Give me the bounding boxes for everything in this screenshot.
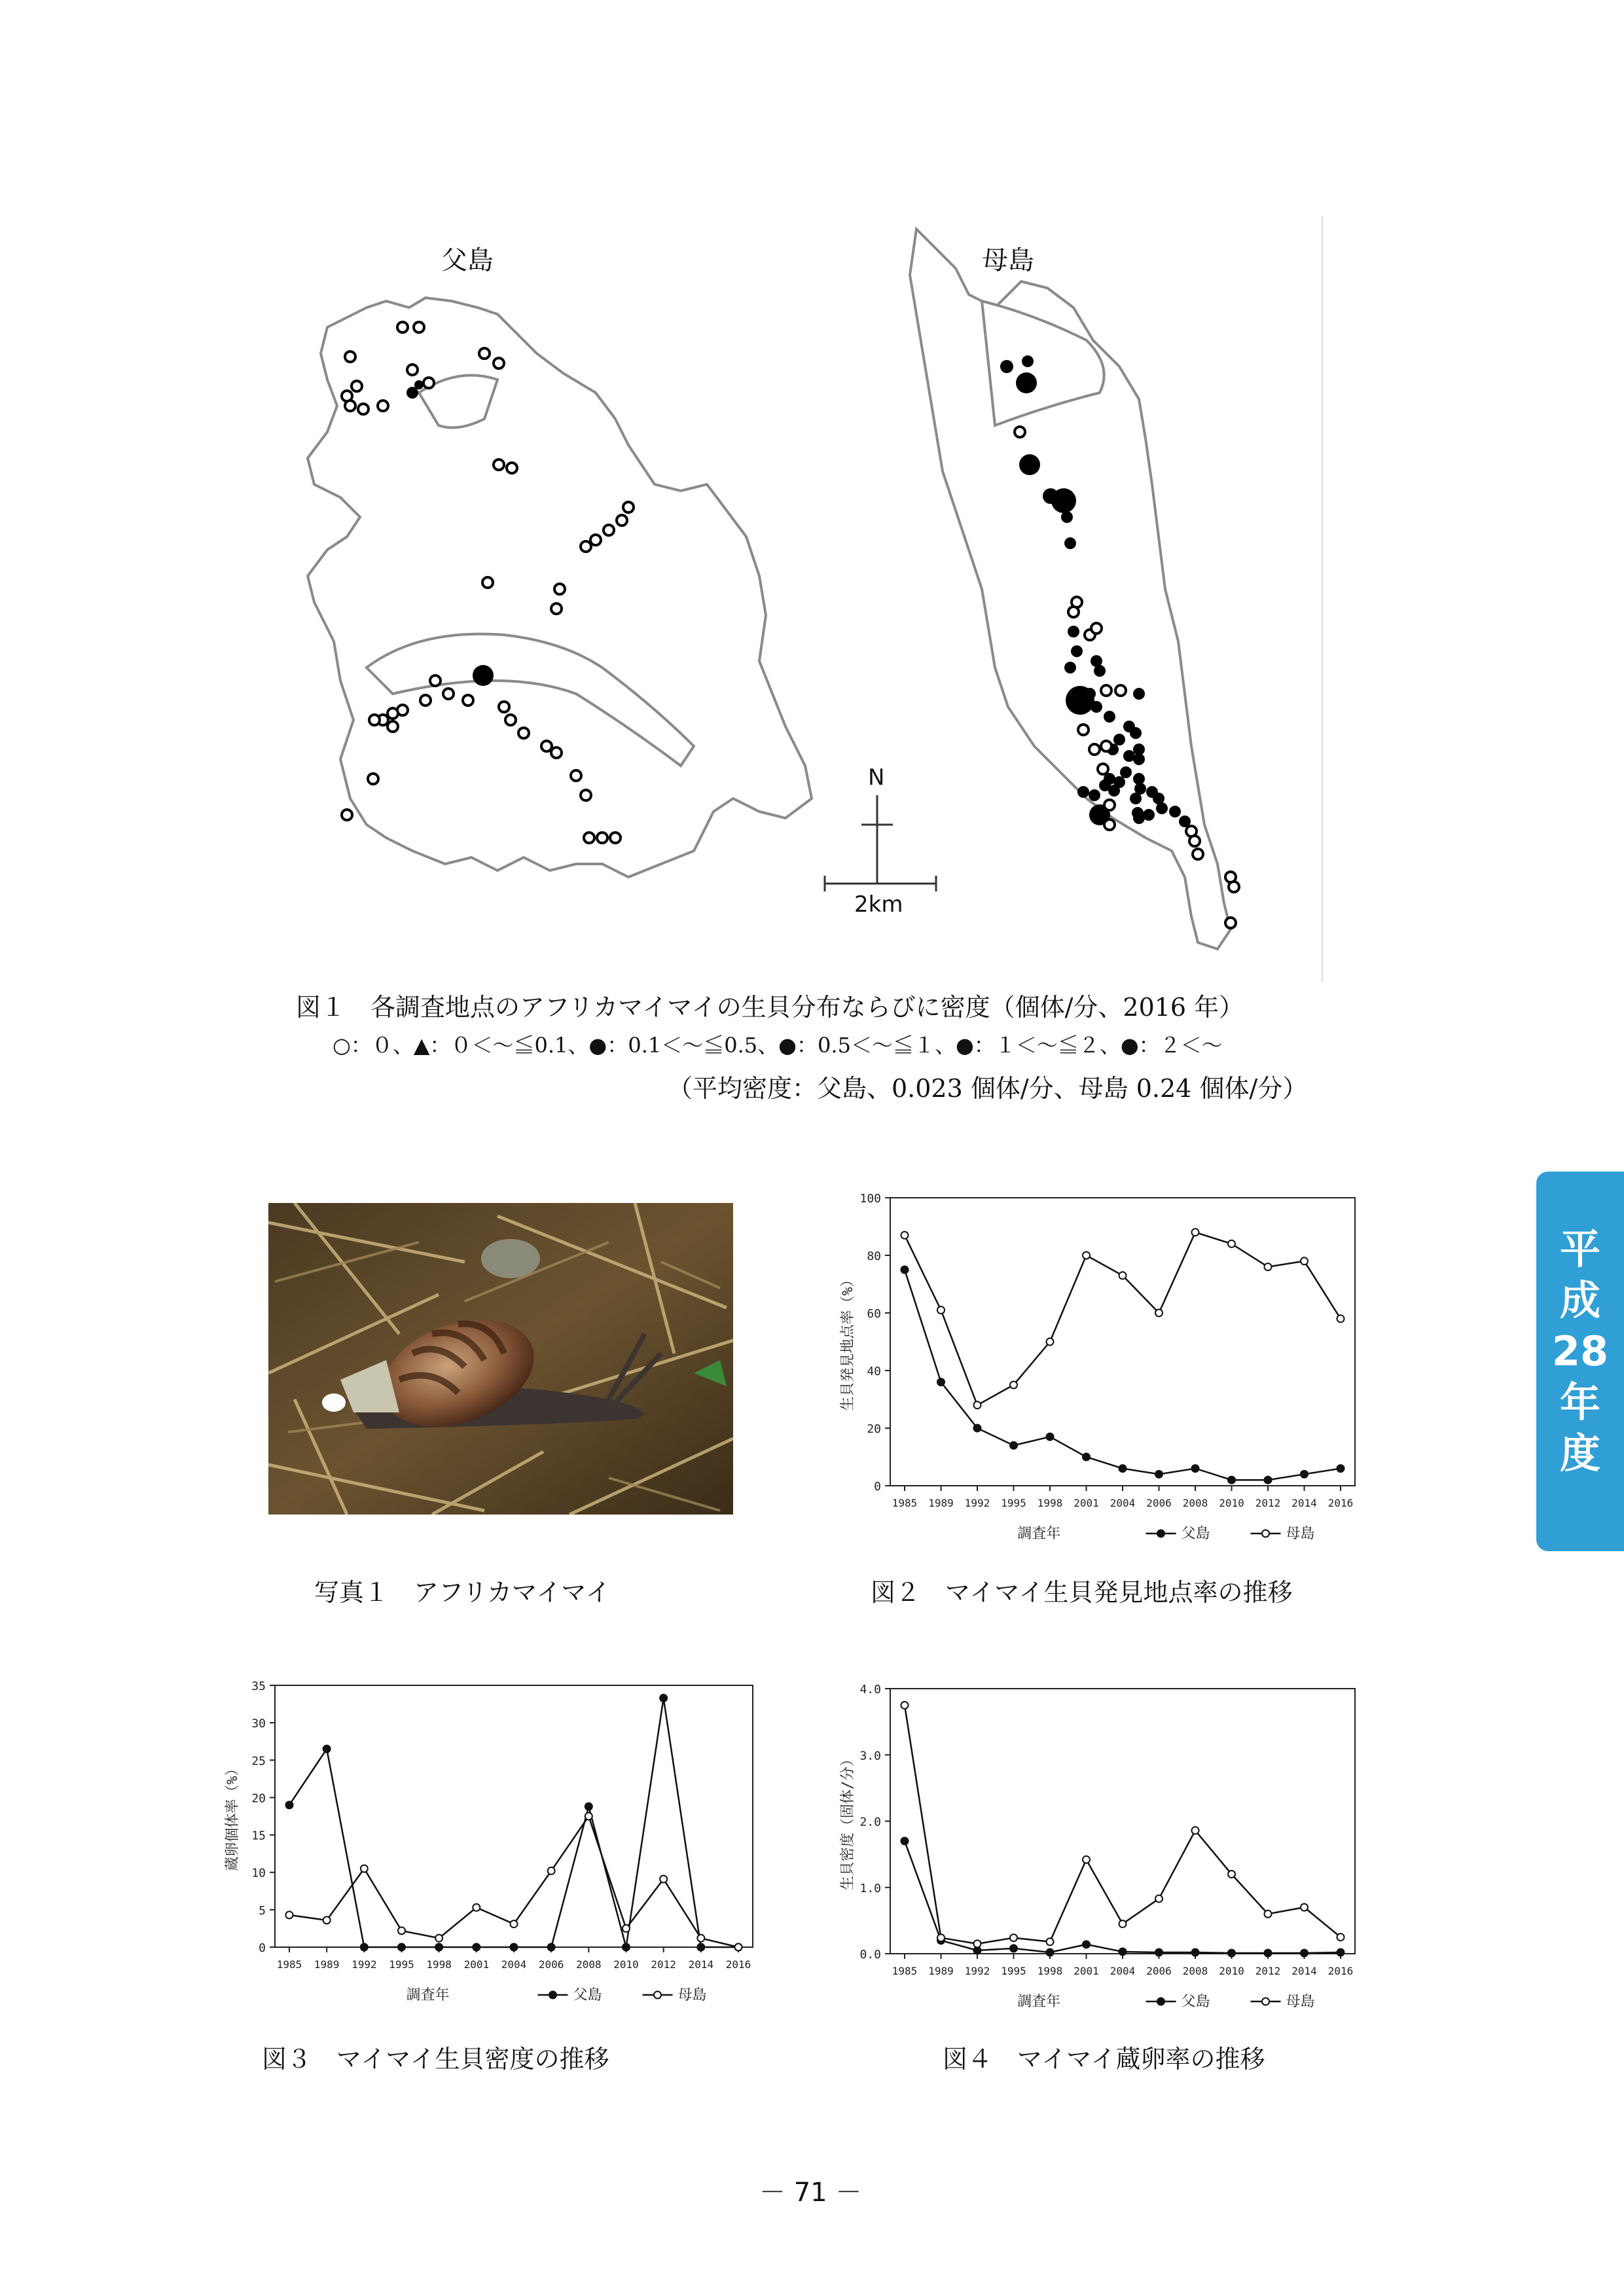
data-point-chichijima: [1155, 1948, 1163, 1956]
x-tick-label: 1995: [389, 1958, 414, 1971]
y-tick-label: 0.0: [859, 1948, 881, 1962]
data-point-hahajima: [1301, 1257, 1308, 1265]
side-tab-char: 成: [1559, 1276, 1600, 1324]
year-side-tab: [1536, 1172, 1624, 1551]
x-tick-label: 1989: [314, 1958, 340, 1971]
data-point-chichijima: [1265, 1477, 1272, 1484]
figure1-caption: 図１ 各調査地点のアフリカマイマイの生貝分布ならびに密度（個体/分、2016 年）: [296, 993, 1244, 1022]
data-point-hahajima: [1265, 1263, 1272, 1270]
x-tick-label: 2008: [576, 1958, 602, 1971]
legend-marker: [1262, 1530, 1269, 1537]
data-point-hahajima: [901, 1232, 909, 1239]
data-point-hahajima: [1047, 1338, 1054, 1346]
figure1-legend: ○：０、▲：０＜～≦0.1、●：0.1＜～≦0.5、●：0.5＜～≦１、●：１＜～≦２、●：２＜～: [333, 1033, 1223, 1058]
series-line-chichijima: [289, 1698, 738, 1947]
x-tick-label: 1998: [1037, 1965, 1063, 1977]
legend-label: 父島: [1181, 1526, 1210, 1542]
data-point-hahajima: [1337, 1315, 1344, 1322]
data-point-chichijima: [1192, 1948, 1199, 1956]
data-point-hahajima: [473, 1904, 480, 1911]
figure4-caption: 図４ マイマイ蔵卵率の推移: [943, 2045, 1265, 2073]
legend-marker: [654, 1992, 661, 1999]
series-line-chichijima: [905, 1270, 1341, 1480]
figure2-chart: [831, 1185, 1420, 1564]
data-point-chichijima: [585, 1803, 592, 1810]
x-tick-label: 1995: [1001, 1497, 1026, 1509]
legend-label: 母島: [677, 1987, 707, 2003]
x-tick-label: 2001: [1074, 1965, 1099, 1977]
data-point-chichijima: [623, 1944, 630, 1951]
data-point-hahajima: [1083, 1856, 1090, 1863]
data-point-hahajima: [901, 1702, 909, 1709]
data-point-chichijima: [1010, 1442, 1017, 1449]
data-point-hahajima: [937, 1306, 945, 1314]
y-tick-label: 1.0: [859, 1881, 881, 1895]
snail-photo: [268, 1203, 733, 1515]
legend-label: 母島: [1286, 1526, 1315, 1542]
page-number: － 71 －: [759, 2178, 862, 2208]
x-tick-label: 1989: [928, 1965, 954, 1977]
data-point-chichijima: [1265, 1949, 1272, 1956]
data-point-hahajima: [1228, 1871, 1235, 1878]
series-line-hahajima: [905, 1232, 1341, 1405]
data-point-hahajima: [697, 1935, 704, 1942]
data-point-hahajima: [1228, 1240, 1235, 1247]
x-tick-label: 1998: [426, 1958, 452, 1971]
north-label: N: [868, 764, 885, 791]
data-point-hahajima: [511, 1920, 518, 1928]
x-tick-label: 2006: [538, 1958, 564, 1971]
data-point-hahajima: [1047, 1938, 1054, 1945]
y-tick-label: 5: [259, 1903, 266, 1918]
x-tick-label: 1998: [1037, 1497, 1063, 1509]
data-point-hahajima: [974, 1401, 981, 1408]
data-point-hahajima: [1119, 1920, 1127, 1928]
data-point-chichijima: [901, 1837, 909, 1844]
data-point-hahajima: [735, 1944, 742, 1951]
x-tick-label: 2006: [1146, 1497, 1172, 1509]
photo1-caption: 写真１ アフリカマイマイ: [314, 1578, 611, 1607]
legend-label: 母島: [1286, 1994, 1315, 2010]
figure1-average: （平均密度：父島、0.023 個体/分、母島 0.24 個体/分）: [668, 1074, 1308, 1103]
data-point-hahajima: [548, 1867, 555, 1874]
data-point-hahajima: [1337, 1933, 1344, 1941]
x-tick-label: 2016: [1327, 1965, 1354, 1977]
x-tick-label: 2014: [688, 1958, 714, 1971]
series-line-hahajima: [905, 1705, 1341, 1944]
x-tick-label: 1992: [964, 1497, 990, 1509]
data-point-hahajima: [660, 1876, 667, 1883]
data-point-chichijima: [1337, 1948, 1344, 1956]
x-tick-label: 2001: [463, 1958, 490, 1971]
x-tick-label: 2012: [651, 1958, 676, 1971]
data-point-chichijima: [1047, 1948, 1054, 1956]
y-tick-label: 20: [251, 1791, 266, 1806]
figure2-caption: 図２ マイマイ生貝発見地点率の推移: [871, 1578, 1293, 1607]
y-tick-label: 100: [859, 1192, 881, 1206]
data-point-hahajima: [1155, 1895, 1163, 1902]
x-tick-label: 1989: [928, 1497, 954, 1509]
legend-label: 父島: [573, 1987, 602, 2003]
x-tick-label: 1985: [892, 1497, 918, 1509]
y-tick-label: 0: [259, 1941, 266, 1955]
legend-marker: [1262, 1998, 1269, 2005]
side-tab-char: 28: [1551, 1327, 1609, 1375]
data-point-chichijima: [1192, 1465, 1199, 1472]
data-point-hahajima: [361, 1865, 368, 1873]
y-tick-label: 20: [867, 1422, 881, 1436]
y-tick-label: 60: [867, 1307, 881, 1321]
x-tick-label: 2004: [501, 1958, 527, 1971]
data-point-chichijima: [1228, 1949, 1235, 1956]
data-point-hahajima: [623, 1925, 630, 1932]
data-point-hahajima: [286, 1911, 293, 1918]
data-point-chichijima: [511, 1944, 518, 1951]
y-tick-label: 0: [874, 1480, 881, 1494]
x-tick-label: 2008: [1182, 1497, 1208, 1509]
series-line-chichijima: [905, 1841, 1341, 1953]
data-point-chichijima: [1228, 1477, 1235, 1484]
hahajima-filled-points: [1000, 355, 1191, 827]
y-tick-label: 3.0: [859, 1749, 881, 1763]
x-tick-label: 2014: [1291, 1497, 1317, 1509]
data-point-chichijima: [901, 1266, 909, 1274]
north-arrow: [861, 795, 893, 884]
data-point-hahajima: [937, 1934, 945, 1941]
data-point-chichijima: [473, 1944, 480, 1951]
figure4-chart: [831, 1676, 1420, 2029]
plot-frame: [890, 1198, 1355, 1486]
data-point-hahajima: [974, 1940, 981, 1947]
x-tick-label: 1992: [352, 1958, 377, 1971]
x-tick-label: 1985: [892, 1965, 918, 1977]
y-tick-label: 4.0: [859, 1683, 881, 1696]
legend-label: 父島: [1181, 1994, 1210, 2010]
y-tick-label: 35: [251, 1679, 266, 1693]
y-tick-label: 25: [251, 1754, 266, 1768]
data-point-chichijima: [1010, 1945, 1017, 1952]
x-tick-label: 2004: [1110, 1965, 1136, 1977]
side-tab-char: 度: [1559, 1429, 1600, 1477]
side-tab-char: 平: [1559, 1225, 1600, 1273]
data-point-hahajima: [1010, 1934, 1017, 1941]
data-point-hahajima: [1119, 1272, 1127, 1279]
data-point-chichijima: [398, 1944, 405, 1951]
data-point-hahajima: [585, 1813, 592, 1820]
figure1-maps: [288, 209, 1335, 982]
data-point-chichijima: [1047, 1433, 1054, 1441]
x-axis-label: 調査年: [406, 1987, 450, 2003]
data-point-hahajima: [1301, 1904, 1308, 1911]
data-point-chichijima: [1119, 1948, 1127, 1955]
x-tick-label: 2016: [725, 1958, 751, 1971]
x-tick-label: 2010: [1219, 1497, 1244, 1509]
data-point-chichijima: [1301, 1471, 1308, 1478]
figure3-caption: 図３ マイマイ生貝密度の推移: [262, 2045, 609, 2073]
x-axis-label: 調査年: [1017, 1526, 1061, 1542]
x-tick-label: 2010: [613, 1958, 639, 1971]
data-point-chichijima: [361, 1944, 368, 1951]
data-point-hahajima: [1265, 1910, 1272, 1918]
data-point-chichijima: [1083, 1454, 1090, 1461]
x-tick-label: 2010: [1219, 1965, 1244, 1977]
data-point-hahajima: [398, 1927, 405, 1934]
hahajima-label: 母島: [982, 245, 1034, 276]
y-tick-label: 30: [251, 1717, 266, 1731]
data-point-chichijima: [548, 1944, 555, 1951]
data-point-chichijima: [937, 1378, 945, 1386]
x-tick-label: 1995: [1001, 1965, 1026, 1977]
x-tick-label: 2012: [1255, 1965, 1281, 1977]
x-tick-label: 2016: [1327, 1497, 1354, 1509]
data-point-hahajima: [1192, 1827, 1199, 1834]
scale-label: 2km: [854, 891, 903, 918]
data-point-hahajima: [1010, 1382, 1017, 1389]
data-point-chichijima: [1119, 1465, 1127, 1472]
x-axis-label: 調査年: [1017, 1994, 1061, 2010]
y-tick-label: 80: [867, 1249, 881, 1263]
data-point-hahajima: [1155, 1310, 1163, 1317]
legend-marker: [1157, 1530, 1164, 1537]
data-point-hahajima: [1083, 1252, 1090, 1259]
x-tick-label: 2012: [1255, 1497, 1281, 1509]
y-tick-label: 40: [867, 1365, 881, 1378]
data-point-chichijima: [1337, 1465, 1344, 1472]
data-point-hahajima: [435, 1935, 442, 1942]
y-tick-label: 10: [251, 1866, 266, 1880]
y-axis-label: 蔵卵個体率（%）: [225, 1761, 241, 1871]
figure3-chart: [196, 1672, 785, 2029]
side-tab-char: 年: [1559, 1378, 1600, 1426]
x-tick-label: 2004: [1110, 1497, 1136, 1509]
data-point-chichijima: [974, 1425, 981, 1432]
y-tick-label: 2.0: [859, 1815, 881, 1829]
side-tab-text: [1536, 1224, 1624, 1479]
data-point-hahajima: [323, 1916, 331, 1924]
data-point-chichijima: [1083, 1941, 1090, 1948]
x-tick-label: 2001: [1074, 1497, 1099, 1509]
x-tick-label: 1992: [964, 1965, 990, 1977]
legend-marker: [549, 1992, 556, 1999]
data-point-chichijima: [435, 1944, 442, 1951]
chichijima-label: 父島: [441, 245, 494, 276]
data-point-chichijima: [1155, 1471, 1163, 1478]
y-tick-label: 15: [251, 1829, 266, 1843]
data-point-hahajima: [1192, 1229, 1199, 1236]
x-tick-label: 2006: [1146, 1965, 1172, 1977]
x-tick-label: 2008: [1182, 1965, 1208, 1977]
plot-frame: [890, 1689, 1355, 1954]
data-point-chichijima: [323, 1746, 331, 1753]
scale-bar: [825, 876, 936, 891]
data-point-chichijima: [1301, 1949, 1308, 1956]
data-point-chichijima: [286, 1801, 293, 1808]
x-tick-label: 1985: [276, 1958, 302, 1971]
y-axis-label: 生貝発見地点率（%）: [840, 1272, 856, 1411]
legend-marker: [1157, 1998, 1164, 2005]
data-point-chichijima: [660, 1695, 667, 1702]
x-tick-label: 2014: [1291, 1965, 1317, 1977]
y-axis-label: 生貝密度（固体/分）: [840, 1751, 856, 1891]
data-point-chichijima: [697, 1944, 704, 1951]
